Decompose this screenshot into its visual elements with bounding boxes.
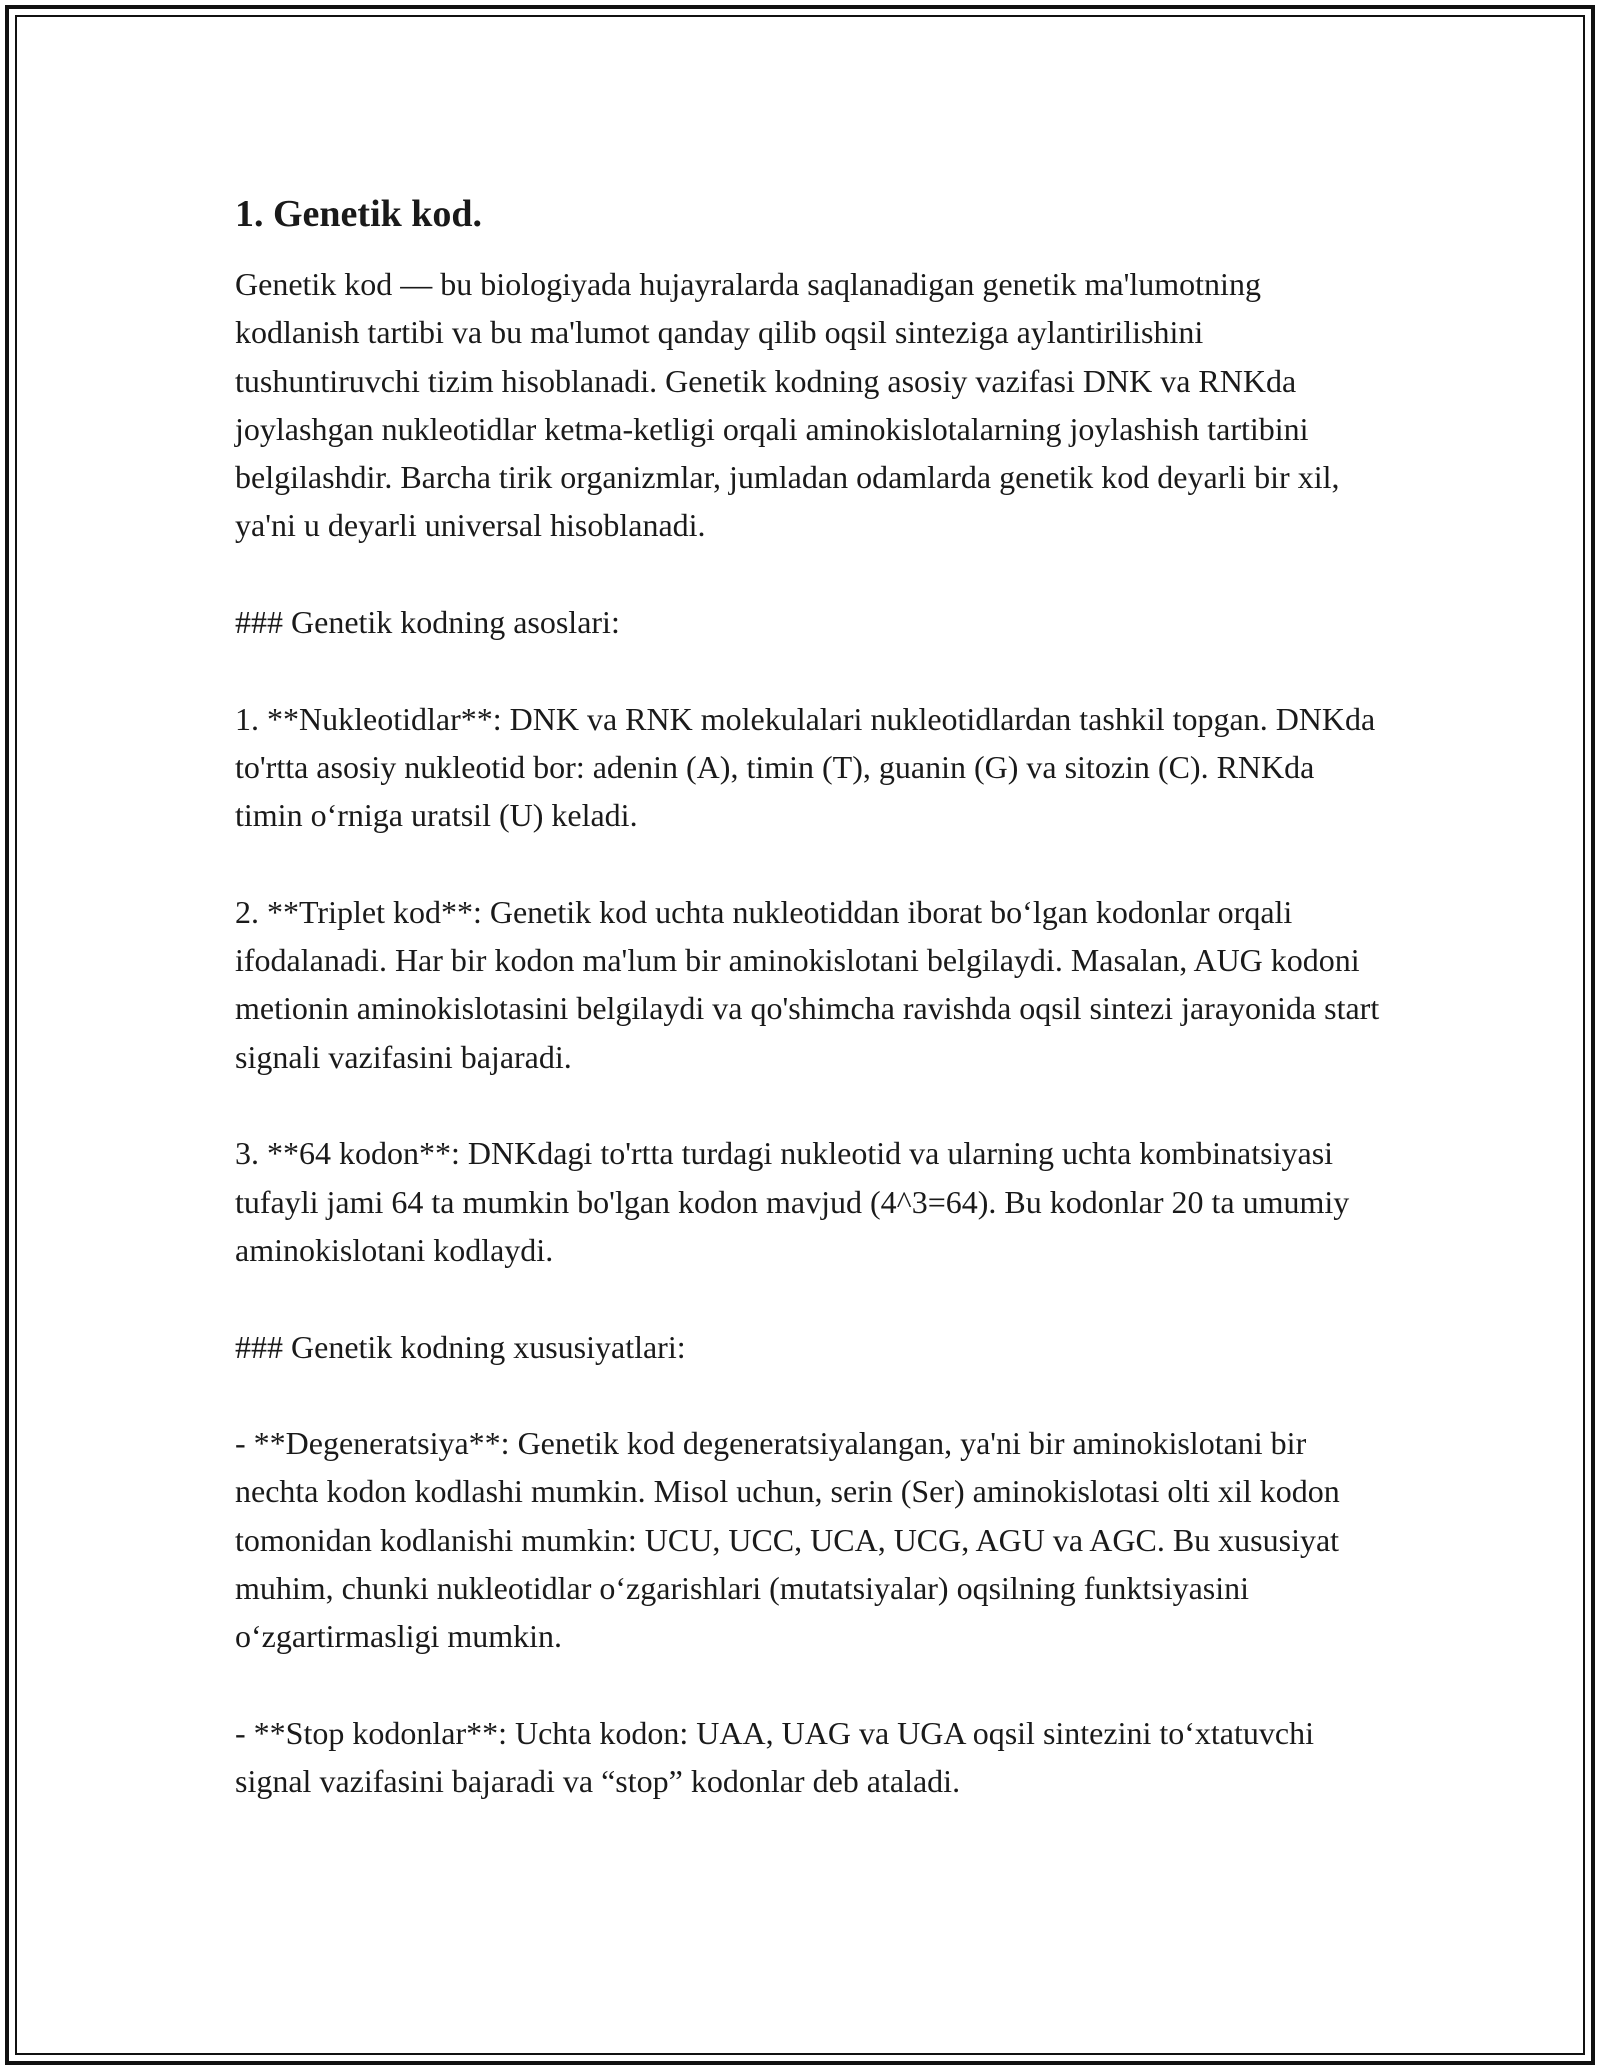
bullet-stop-codons: - **Stop kodonlar**: Uchta kodon: UAA, UAG va UGA oqsil sintezini to‘xtatuvchi signal vazifasini bajaradi va “stop” kodonlar deb ataladi. xyxy=(235,1714,1314,1800)
intro-paragraph: Genetik kod — bu biologiyada hujayralarda saqlanadigan genetik ma'lumotning kodlanish tartibi va bu ma'lumot qanday qilib oqsil sinteziga aylantirilishini tushuntiruvchi tizim hisoblanadi. Genetik kodning asosiy vazifasi DNK va RNKda joylashgan nukleotidlar ketma-ketligi orqali aminokislotalarning joylashish tartibini belgilashdir. Barcha tirik organizmlar, jumladan odamlarda genetik kod deyarli bir xil, ya'ni u deyarli universal hisoblanadi. xyxy=(235,266,1340,544)
list-item-64-codons: 3. **64 kodon**: DNKdagi to'rtta turdagi nukleotid va ularning uchta kombinatsiyasi tufayli jami 64 ta mumkin bo'lgan kodon mavjud (4^3=64). Bu kodonlar 20 ta umumiy aminokislotani kodlaydi. xyxy=(235,1135,1350,1268)
list-item-nucleotides: 1. **Nukleotidlar**: DNK va RNK molekulalari nukleotidlardan tashkil topgan. DNKda to'rtta asosiy nukleotid bor: adenin (A), timin (T), guanin (G) va sitozin (C). RNKda timin o‘rniga uratsil (U) keladi. xyxy=(235,700,1376,834)
subheading-basics: ### Genetik kodning asoslari: xyxy=(235,604,620,641)
section-heading: 1. Genetik kod. xyxy=(235,193,483,235)
document-body xyxy=(235,188,1385,1806)
subheading-properties: ### Genetik kodning xususiyatlari: xyxy=(235,1328,686,1365)
list-item-triplet-code: 2. **Triplet kod**: Genetik kod uchta nukleotiddan iborat bo‘lgan kodonlar orqali ifodalanadi. Har bir kodon ma'lum bir aminokislotani belgilaydi. Masalan, AUG kodoni metionin aminokislotasini belgilaydi va qo'shimcha ravishda oqsil sintezi jarayonida start signali vazifasini bajaradi. xyxy=(235,893,1380,1075)
bullet-degeneracy: - **Degeneratsiya**: Genetik kod degeneratsiyalangan, ya'ni bir aminokislotani bir nechta kodon kodlashi mumkin. Misol uchun, serin (Ser) aminokislotasi olti xil kodon tomonidan kodlanishi mumkin: UCU, UCC, UCA, UCG, AGU va AGC. Bu xususiyat muhim, chunki nukleotidlar o‘zgarishlari (mutatsiyalar) oqsilning funktsiyasini o‘zgartirmasligi mumkin. xyxy=(235,1425,1340,1655)
